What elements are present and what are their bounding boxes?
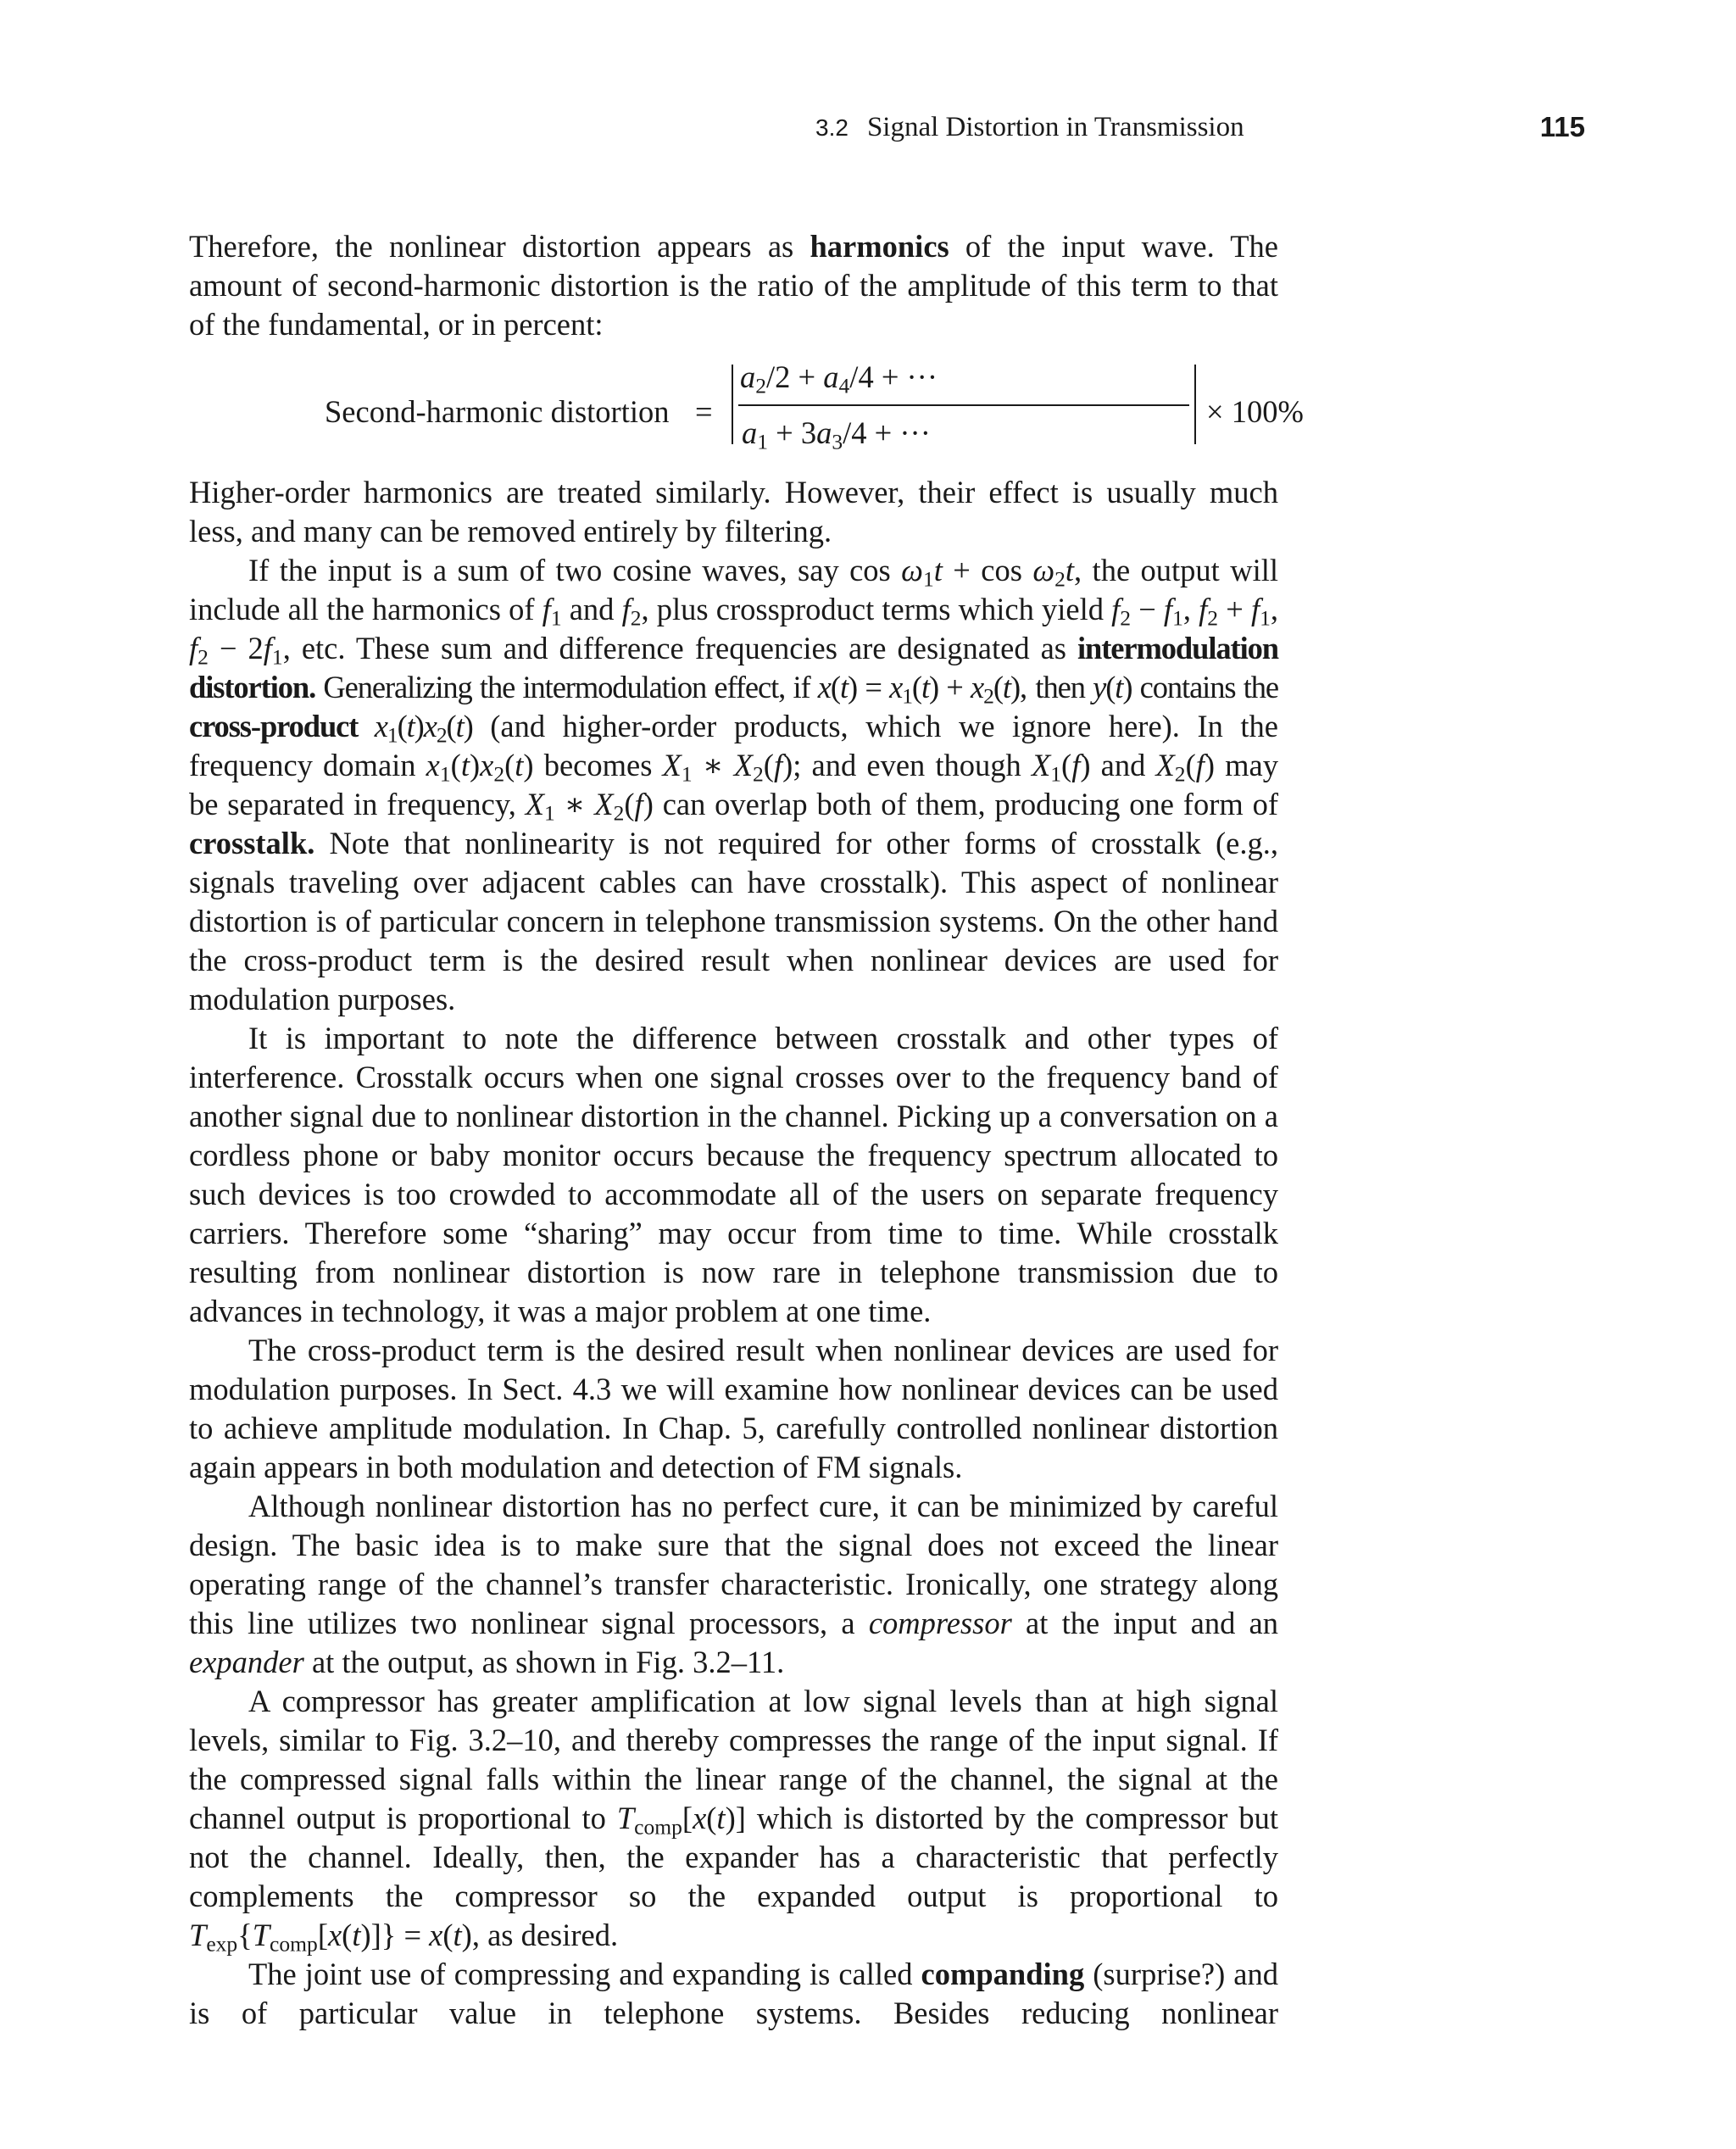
term-cross-product: cross-product (189, 709, 359, 743)
equation-label: Second-harmonic distortion (325, 394, 670, 429)
paragraph-compressor: A compressor has greater amplification at low signal levels than at high signal levels, similar to Fig. 3.2–10, and thereby compresses the range of the input signal. If the compressed signal falls within the linear range of the channel, the signal at the channel output is proportional to $T_{comp}[x(t)]$ which is distorted by the compressor but not the channel. Ideally, then, the expander has a characteristic that perfectly complements the compressor so the expanded output is proportional to $T_{exp}\{T_{comp}[x(t)]\} = x(t)$, as desired. (189, 1684, 1278, 1957)
equation-equals: = (695, 394, 713, 429)
running-head (815, 109, 1278, 147)
paragraph-crosstalk-interference: It is important to note the difference between crosstalk and other types of interference. Crosstalk occurs when one signal crosses over to the frequency band of another signal due to nonlinear distortion in the channel. Picking up a conversation on a cordless phone or baby monitor occurs because the frequency spectrum allocated to such devices is too crowded to accommodate all of the users on separate frequency carriers. Therefore some “sharing” may occur from time to time. While crosstalk resulting from nonlinear distortion is now rare in telephone transmission due to advances in technology, it was a major problem at one time. (189, 1021, 1278, 1328)
paragraph-intermodulation: If the input is a sum of two cosine waves, say $\cos \omega_1t + \cos \omega_2t$, the output will include all the harmonics of $f_1$ and $f_2$, plus crossproduct terms which yield $f_2 - f_1$, $f_2 + f_1$, $f_2 - 2f_1$, etc. These sum and difference frequencies are designated as intermodulation distortion. Generalizing the intermodulation effect, if $x(t) = x_1(t) + x_2(t)$, then y(t) contains the cross-product $x_1(t)x_2(t)$ (and higher-order products, which we ignore here). In the frequency domain $x_1(t)x_2(t)$ becomes $X_1$ ∗ $X_2(f)$; and even though $X_1(f)$ and $X_2(f)$ may be separated in frequency, $X_1$ ∗ $X_2(f)$ can overlap both of them, producing one form of crosstalk. Note that nonlinearity is not required for other forms of crosstalk (e.g., signals traveling over adjacent cables can have crosstalk). This aspect of nonlinear distortion is of particular concern in telephone transmission systems. On the other hand the cross-product term is the desired result when nonlinear devices are used for modulation purposes. (189, 553, 1279, 1016)
term-crosstalk: crosstalk. (189, 826, 315, 860)
paragraph-higher-order: Higher-order harmonics are treated similarly. However, their effect is usually much less, and many can be removed entirely by filtering. (189, 475, 1278, 548)
page-number: 115 (1539, 111, 1585, 142)
body-text (189, 227, 1304, 2033)
equation-times-percent: × 100% (1206, 394, 1304, 429)
abs-bar-right (1194, 365, 1196, 444)
fraction-line (738, 404, 1189, 406)
paragraph-cross-product-modulation: The cross-product term is the desired result when nonlinear devices are used for modulation purposes. In Sect. 4.3 we will examine how nonlinear devices can be used to achieve amplitude modulation. In Chap. 5, carefully controlled nonlinear distortion again appears in both modulation and detection of FM signals. (189, 1333, 1278, 1484)
term-harmonics: harmonics (810, 229, 949, 264)
equation-numerator: $a_2/2 + a_4/4$ + ··· (740, 359, 938, 398)
paragraph-harmonics: Therefore, the nonlinear distortion appears as harmonics of the input wave. The amount of second-harmonic distortion is the ratio of the amplitude of this term to that of the fundamental, or in percent: (189, 229, 1279, 342)
section-number: 3.2 (815, 114, 849, 141)
term-expander: expander (189, 1645, 304, 1679)
equation-denominator: $a_1 + 3a_3/4$ + ··· (742, 415, 931, 454)
equation-second-harmonic (189, 354, 1304, 473)
section-title: Signal Distortion in Transmission (866, 112, 1244, 142)
term-companding: companding (921, 1957, 1085, 1991)
paragraph-minimizing-distortion: Although nonlinear distortion has no perfect cure, it can be minimized by careful design. The basic idea is to make sure that the signal does not exceed the linear operating range of the channel’s transfer characteristic. Ironically, one strategy along this line utilizes two nonlinear signal processors, a compressor at the input and an expander at the output, as shown in Fig. 3.2–11. (189, 1489, 1278, 1679)
abs-bar-left (732, 365, 733, 444)
paragraph-companding: The joint use of compressing and expanding is called companding (surprise?) and is of particular value in telephone systems. Besides reducing nonlinear (189, 1957, 1278, 2030)
term-compressor: compressor (868, 1606, 1012, 1640)
term-intermodulation-distortion: intermodulation distortion. (189, 631, 1278, 704)
